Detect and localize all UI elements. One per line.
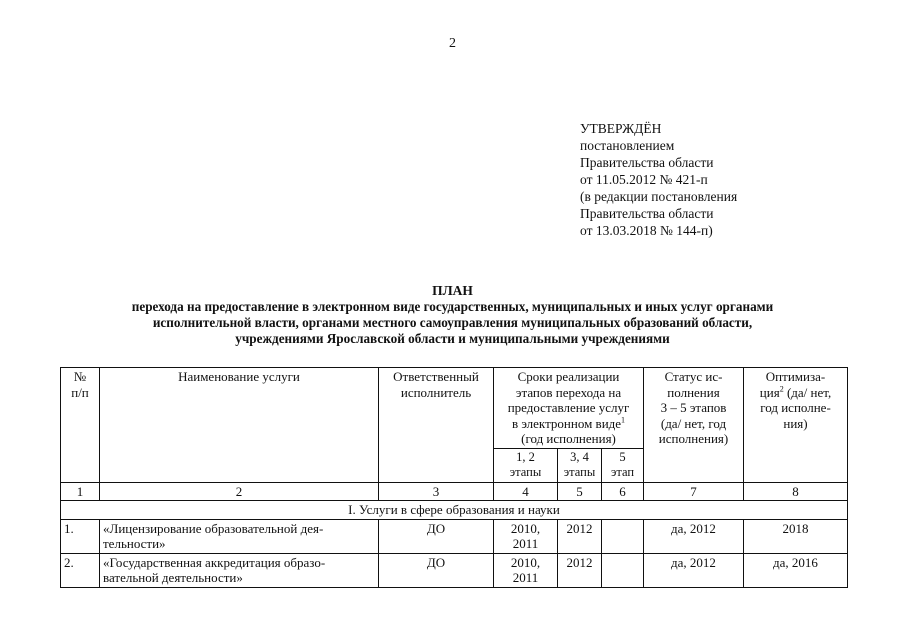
stage-1-2-years [494, 519, 558, 553]
table-row [61, 553, 848, 587]
header-deadlines-line: (год исполнения) [521, 431, 616, 446]
column-number: 7 [644, 482, 744, 501]
approval-line: Правительства области [580, 206, 714, 221]
footnote-mark: 2 [779, 384, 784, 394]
header-optimization-line: ния) [783, 415, 808, 431]
header-optimization-line [747, 385, 844, 401]
status: да, 2012 [644, 519, 744, 553]
approval-stamp [580, 120, 737, 239]
stage-year: 2011 [512, 570, 539, 585]
header-row [61, 368, 848, 449]
header-deadlines-line [497, 416, 640, 432]
header-stage-line: 5 [619, 449, 626, 464]
service-name-line: «Лицензирование образовательной дея- [103, 520, 324, 536]
column-number: 2 [100, 482, 379, 501]
header-stage-line: этапы [509, 465, 542, 479]
header-service-name: Наименование услуги [100, 368, 379, 483]
executor: ДО [379, 553, 494, 587]
row-number: 2. [61, 553, 100, 587]
column-number: 1 [61, 482, 100, 501]
plan-subtitle-line: исполнительной власти, органами местного самоуправления муниципальных образований области, [152, 315, 753, 330]
header-stage-line: 3, 4 [570, 449, 589, 464]
header-executor-line: Ответственный [393, 369, 479, 384]
header-deadlines [494, 368, 644, 449]
approval-line: УТВЕРЖДЁН [580, 121, 662, 136]
stage-year: 2011 [512, 536, 539, 551]
header-status-line: (да/ нет, год [660, 415, 727, 431]
header-optimization-text: ция [759, 384, 780, 400]
column-number-row [61, 482, 848, 501]
header-stage-line: 1, 2 [516, 449, 535, 464]
stage-3-4-year: 2012 [558, 553, 602, 587]
footnote-mark: 1 [621, 415, 626, 425]
service-name [100, 553, 379, 587]
approval-line: постановлением [580, 138, 675, 153]
stage-year: 2010, [510, 520, 541, 536]
column-number: 8 [744, 482, 848, 501]
approval-line: от 11.05.2012 № 421-п [580, 172, 708, 187]
section-title: I. Услуги в сфере образования и науки [61, 501, 848, 520]
header-status-line: 3 – 5 этапов [660, 400, 727, 415]
stage-5-year [602, 519, 644, 553]
header-stage-1-2 [494, 448, 558, 482]
row-number: 1. [61, 519, 100, 553]
header-deadlines-line: предоставление услуг [507, 400, 630, 415]
header-executor-line: исполнитель [400, 384, 472, 400]
plan-subtitle-line: учреждениями Ярославской области и муниципальными учреждениями [235, 331, 670, 346]
stage-1-2-years [494, 553, 558, 587]
header-optimization [744, 368, 848, 483]
column-number: 6 [602, 482, 644, 501]
column-number: 5 [558, 482, 602, 501]
service-name [100, 519, 379, 553]
header-status-line: полнения [667, 384, 720, 400]
section-row [61, 501, 848, 520]
header-executor [379, 368, 494, 483]
page-number: 2 [449, 36, 456, 51]
header-deadlines-line: этапов перехода на [515, 384, 622, 400]
table-row [61, 519, 848, 553]
optimization: да, 2016 [744, 553, 848, 587]
header-stage-line: этапы [563, 465, 596, 479]
header-num-line: № [73, 369, 87, 384]
service-name-line: тельности» [103, 536, 166, 551]
stage-5-year [602, 553, 644, 587]
header-stage-line: этап [610, 465, 635, 479]
column-number: 3 [379, 482, 494, 501]
approval-line: Правительства области [580, 155, 714, 170]
service-name-line: «Государственная аккредитация образо- [103, 554, 326, 570]
header-optimization-line: Оптимиза- [765, 369, 826, 384]
header-optimization-line: год исполне- [760, 400, 831, 415]
stage-year: 2010, [510, 554, 541, 570]
approval-line: от 13.03.2018 № 144-п) [580, 223, 713, 238]
header-optimization-text: (да/ нет, [783, 384, 832, 400]
header-num-line: п/п [71, 384, 89, 400]
stage-3-4-year: 2012 [558, 519, 602, 553]
header-deadlines-line: Сроки реализации [517, 369, 620, 384]
column-number: 4 [494, 482, 558, 501]
executor: ДО [379, 519, 494, 553]
service-name-line: вательной деятельности» [103, 570, 243, 585]
services-plan-table [60, 367, 848, 588]
header-stage-5 [602, 448, 644, 482]
header-stage-3-4 [558, 448, 602, 482]
header-status-line: исполнения) [658, 431, 729, 446]
optimization: 2018 [744, 519, 848, 553]
plan-subtitle-line: перехода на предоставление в электронном виде государственных, муниципальных и иных услуг органами [131, 299, 774, 314]
status: да, 2012 [644, 553, 744, 587]
plan-subtitle [60, 299, 845, 347]
header-status [644, 368, 744, 483]
header-deadlines-text: в электронном виде [511, 415, 622, 431]
approval-line: (в редакции постановления [580, 189, 738, 204]
plan-title: ПЛАН [432, 283, 473, 298]
header-num [61, 368, 100, 483]
header-status-line: Статус ис- [664, 369, 723, 384]
